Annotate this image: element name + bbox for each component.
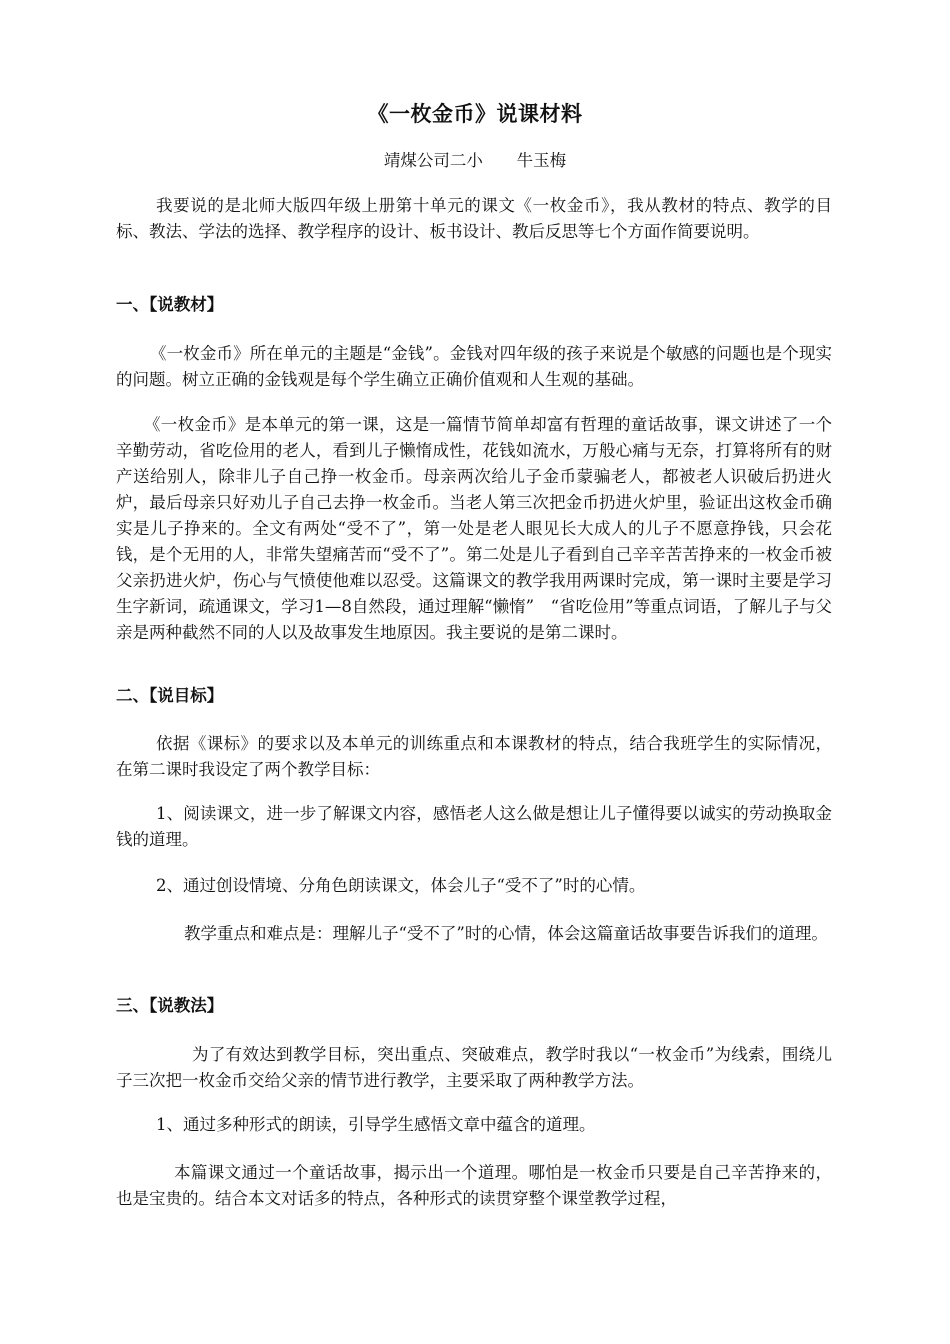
method-item-1: 1、通过多种形式的朗读，引导学生感悟文章中蕴含的道理。 [156, 1115, 596, 1134]
section-heading-methods: 三、【说教法】 [116, 996, 224, 1015]
goals-paragraph: 依据《课标》的要求以及本单元的训练重点和本课教材的特点，结合我班学生的实际情况，在第二课时我设定了两个教学目标： [116, 734, 832, 779]
goal-item-1: 1、阅读课文，进一步了解课文内容，感悟老人这么做是想让儿子懂得要以诚实的劳动换取金钱的道理。 [116, 804, 832, 849]
methods-paragraph: 为了有效达到教学目标，突出重点、突破难点，教学时我以“一枚金币”为线索，围绕儿子三次把一枚金币交给父亲的情节进行教学，主要采取了两种教学方法。 [116, 1045, 832, 1090]
textbook-paragraph-1: 《一枚金币》所在单元的主题是“金钱”。金钱对四年级的孩子来说是个敏感的问题也是个现实的问题。树立正确的金钱观是每个学生确立正确价值观和人生观的基础。 [116, 344, 832, 389]
reading-paragraph: 本篇课文通过一个童话故事，揭示出一个道理。哪怕是一枚金币只要是自己辛苦挣来的，也是宝贵的。结合本文对话多的特点，各种形式的读贯穿整个课堂教学过程， [116, 1163, 832, 1208]
section-heading-goals: 二、【说目标】 [116, 686, 224, 705]
section-heading-textbook: 一、【说教材】 [116, 295, 224, 314]
author-line: 靖煤公司二小 牛玉梅 [383, 151, 567, 170]
key-difficulty-paragraph: 教学重点和难点是：理解儿子“受不了”时的心情，体会这篇童话故事要告诉我们的道理。 [184, 924, 828, 943]
document-title: 《一枚金币》说课材料 [367, 102, 583, 126]
textbook-paragraph-2: 《一枚金币》是本单元的第一课，这是一篇情节简单却富有哲理的童话故事，课文讲述了一个辛勤劳动，省吃俭用的老人，看到儿子懒惰成性，花钱如流水，万般心痛与无奈，打算将所有的财产送给别人，除非儿子自己挣一枚金币。母亲两次给儿子金币蒙骗老人，都被老人识破后扔进火炉，最后母亲只好劝儿子自己去挣一枚金币。当老人第三次把金币扔进火炉里，验证出这枚金币确实是儿子挣来的。全文有两处“受不了”，第一处是老人眼见长大成人的儿子不愿意挣钱，只会花钱，是个无用的人，非常失望痛苦而“受不了”。第二处是儿子看到自己辛辛苦苦挣来的一枚金币被父亲扔进火炉，伤心与气愤使他难以忍受。这篇课文的教学我用两课时完成，第一课时主要是学习生字新词，疏通课文，学习1—8自然段，通过理解“懒惰” “省吃俭用”等重点词语，了解儿子与父亲是两种截然不同的人以及故事发生地原因。我主要说的是第二课时。 [116, 415, 832, 642]
goal-item-2: 2、通过创设情境、分角色朗读课文，体会儿子“受不了”时的心情。 [156, 876, 646, 895]
intro-paragraph: 我要说的是北师大版四年级上册第十单元的课文《一枚金币》，我从教材的特点、教学的目标、教法、学法的选择、教学程序的设计、板书设计、教后反思等七个方面作简要说明。 [116, 196, 832, 241]
